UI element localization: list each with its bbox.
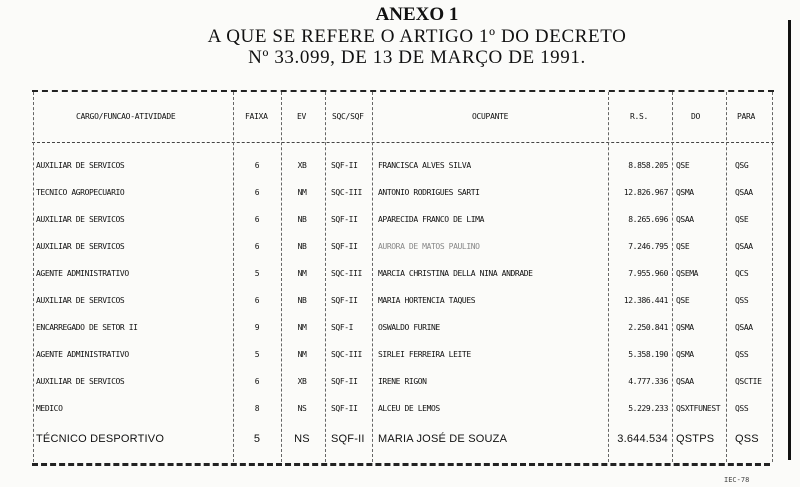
cell-cargo: AGENTE ADMINISTRATIVO — [36, 350, 129, 359]
cell-cargo: TECNICO AGROPECUARIO — [36, 188, 125, 197]
table-row — [32, 399, 774, 419]
cell-sqc: SQC-III — [331, 188, 362, 197]
header-para: PARA — [737, 112, 756, 121]
header-rs: R.S. — [630, 112, 649, 121]
cell-rs: 12.386.441 — [623, 296, 668, 305]
cell-ocupante: ALCEU DE LEMOS — [378, 404, 440, 413]
cell-para: QSAA — [735, 242, 753, 251]
cell-faixa: 6 — [254, 242, 260, 251]
table-row — [32, 318, 774, 338]
cell-cargo: AUXILIAR DE SERVICOS — [36, 296, 125, 305]
document-header — [0, 4, 800, 68]
cell-para: QSS — [735, 433, 759, 445]
document-subtitle-line2: Nº 33.099, DE 13 DE MARÇO DE 1991. — [248, 47, 586, 68]
document-title: ANEXO 1 — [375, 4, 459, 25]
cell-rs: 5.358.190 — [628, 350, 668, 359]
header-ev: EV — [297, 112, 307, 121]
cell-ev: NS — [294, 433, 310, 445]
cell-rs: 2.250.841 — [628, 323, 668, 332]
cell-ocupante: OSWALDO FURINE — [378, 323, 440, 332]
cell-ocupante: MARCIA CHRISTINA DELLA NINA ANDRADE — [378, 269, 533, 278]
cell-para: QSE — [735, 215, 749, 224]
table-bottom-rule — [32, 463, 770, 466]
cell-rs: 8.858.205 — [628, 161, 668, 170]
table-top-rule — [32, 90, 774, 92]
cell-sqc: SQF-II — [331, 215, 358, 224]
cell-ocupante: IRENE RIGON — [378, 377, 427, 386]
cell-ev: NB — [297, 242, 307, 251]
cell-faixa: 6 — [254, 377, 260, 386]
table-row — [32, 183, 774, 203]
cell-do: QSE — [676, 296, 690, 305]
cell-ocupante: MARIA JOSÉ DE SOUZA — [378, 433, 508, 445]
cell-do: QSE — [676, 161, 690, 170]
cell-faixa: 5 — [254, 269, 260, 278]
cell-sqc: SQC-III — [331, 269, 362, 278]
table-row — [32, 210, 774, 230]
header-ocupante: OCUPANTE — [472, 112, 509, 121]
cell-para: QSS — [735, 350, 749, 359]
cell-ev: NS — [297, 404, 307, 413]
cell-rs: 3.644.534 — [617, 433, 668, 445]
cell-cargo: AUXILIAR DE SERVICOS — [36, 161, 125, 170]
cell-cargo: AUXILIAR DE SERVICOS — [36, 377, 125, 386]
cell-ocupante: MARIA HORTENCIA TAQUES — [378, 296, 476, 305]
cell-do: QSMA — [676, 350, 694, 359]
cell-ocupante: AURORA DE MATOS PAULINO — [378, 242, 480, 251]
cell-faixa: 5 — [253, 433, 261, 445]
cell-do: QSXTFUNEST — [676, 404, 721, 413]
cell-ocupante: SIRLEI FERREIRA LEITE — [378, 350, 471, 359]
cell-do: QSAA — [676, 215, 694, 224]
cell-do: QSTPS — [676, 433, 715, 445]
cell-rs: 7.955.960 — [628, 269, 668, 278]
cell-rs: 12.826.967 — [623, 188, 668, 197]
cell-para: QCS — [735, 269, 749, 278]
header-sqc: SQC/SQF — [332, 112, 364, 121]
cell-ev: NB — [297, 215, 307, 224]
cell-rs: 4.777.336 — [628, 377, 668, 386]
cell-cargo: ENCARREGADO DE SETOR II — [36, 323, 138, 332]
table-row — [32, 264, 774, 284]
cell-ev: NM — [297, 269, 307, 278]
table-row — [32, 372, 774, 392]
cell-sqc: SQF-II — [331, 377, 358, 386]
cell-do: QSE — [676, 242, 690, 251]
cell-ev: NM — [297, 323, 307, 332]
cell-sqc: SQF-I — [331, 323, 354, 332]
cell-do: QSAA — [676, 377, 694, 386]
header-faixa: FAIXA — [245, 112, 268, 121]
cell-para: QSAA — [735, 323, 753, 332]
cell-ev: NM — [297, 350, 307, 359]
cell-faixa: 6 — [254, 161, 260, 170]
cell-cargo: TÉCNICO DESPORTIVO — [36, 433, 165, 445]
document-subtitle-line1: A QUE SE REFERE O ARTIGO 1º DO DECRETO — [207, 26, 627, 47]
page-edge-line — [788, 20, 791, 460]
table-row — [32, 345, 774, 365]
header-cargo: CARGO/FUNCAO-ATIVIDADE — [76, 112, 176, 121]
cell-rs: 7.246.795 — [628, 242, 668, 251]
header-do: DO — [691, 112, 701, 121]
cell-ev: XB — [297, 377, 307, 386]
cell-faixa: 6 — [254, 188, 260, 197]
cell-para: QSS — [735, 404, 749, 413]
table-row — [32, 237, 774, 257]
table-row — [32, 291, 774, 311]
cell-ev: NB — [297, 296, 307, 305]
cell-para: QSCTIE — [735, 377, 762, 386]
table-row — [32, 429, 774, 449]
cell-do: QSEMA — [676, 269, 699, 278]
cell-faixa: 8 — [254, 404, 260, 413]
cell-ev: XB — [297, 161, 307, 170]
cell-ocupante: APARECIDA FRANCO DE LIMA — [378, 215, 484, 224]
cell-para: QSS — [735, 296, 749, 305]
cell-faixa: 6 — [254, 215, 260, 224]
cell-ocupante: ANTONIO RODRIGUES SARTI — [378, 188, 480, 197]
cell-ev: NM — [297, 188, 307, 197]
cell-rs: 5.229.233 — [628, 404, 668, 413]
cell-cargo: MEDICO — [36, 404, 63, 413]
table-row — [32, 156, 774, 176]
cell-faixa: 6 — [254, 296, 260, 305]
cell-sqc: SQC-III — [331, 350, 362, 359]
cell-rs: 8.265.696 — [628, 215, 668, 224]
cell-para: QSAA — [735, 188, 753, 197]
cell-cargo: AUXILIAR DE SERVICOS — [36, 242, 125, 251]
cell-ocupante: FRANCISCA ALVES SILVA — [378, 161, 471, 170]
cell-cargo: AGENTE ADMINISTRATIVO — [36, 269, 129, 278]
page-code: IEC-78 — [724, 476, 750, 484]
table-header-rule — [32, 142, 774, 143]
cell-sqc: SQF-II — [331, 404, 358, 413]
cell-sqc: SQF-II — [331, 161, 358, 170]
cell-do: QSMA — [676, 188, 694, 197]
cell-sqc: SQF-II — [331, 296, 358, 305]
cell-sqc: SQF-II — [331, 242, 358, 251]
cell-faixa: 5 — [254, 350, 260, 359]
cell-cargo: AUXILIAR DE SERVICOS — [36, 215, 125, 224]
cell-para: QSG — [735, 161, 749, 170]
cell-faixa: 9 — [254, 323, 260, 332]
cell-sqc: SQF-II — [331, 433, 365, 445]
cell-do: QSMA — [676, 323, 694, 332]
